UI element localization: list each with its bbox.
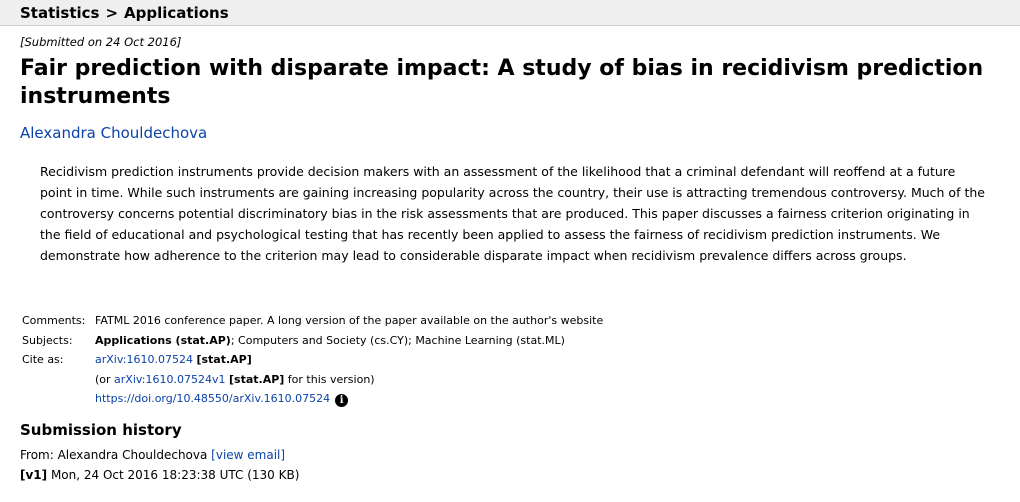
- paper-title: Fair prediction with disparate impact: A study of bias in recidivism prediction instruments: [20, 56, 984, 109]
- metadata-table: [22, 311, 603, 409]
- arxiv-id-link[interactable]: arXiv:1610.07524: [95, 353, 193, 366]
- breadcrumb-section[interactable]: Statistics: [20, 4, 100, 22]
- submission-history-heading: Submission history: [20, 421, 182, 439]
- doi-link[interactable]: https://doi.org/10.48550/arXiv.1610.07524: [95, 392, 331, 405]
- doi-value: [95, 389, 603, 409]
- author-link[interactable]: Alexandra Chouldechova: [20, 124, 208, 142]
- other-subjects: ; Computers and Society (cs.CY); Machine Learning (stat.ML): [230, 333, 565, 347]
- view-email-link[interactable]: [view email]: [211, 448, 286, 462]
- primary-subject: Applications (stat.AP): [95, 333, 231, 347]
- comments-value: FATML 2016 conference paper. A long version of the paper available on the author's website: [95, 314, 604, 327]
- breadcrumb-subsection[interactable]: Applications: [124, 4, 229, 22]
- submission-history: [20, 445, 299, 485]
- subjects-label: Subjects:: [22, 333, 73, 347]
- cite-version-value: (or arXiv:1610.07524v1 [stat.AP] for this version): [95, 372, 375, 386]
- comments-row: [22, 311, 603, 331]
- cite-version-class: [stat.AP]: [229, 372, 285, 386]
- cite-label: Cite as:: [22, 353, 64, 366]
- submission-date: [Submitted on 24 Oct 2016]: [20, 35, 182, 49]
- abstract-text: Recidivism prediction instruments provide decision makers with an assessment of the likelihood that a criminal defendant will reoffend at a future point in time. While such instruments are gaining increasing popularity across the country, their use is attracting tremendous controversy. Much of the controversy concerns potential discriminatory bias in the risk assessments that are produced. This paper discusses a fairness criterion originating in the field of educational and psychological testing that has recently been applied to assess the fairness of recidivism prediction instruments. We demonstrate how adherence to the criterion may lead to considerable disparate impact when recidivism prevalence differs across groups.: [40, 164, 985, 263]
- breadcrumb-separator: >: [105, 4, 119, 22]
- subjects-value: [95, 331, 603, 351]
- arxiv-version-link[interactable]: arXiv:1610.07524v1: [114, 372, 226, 386]
- cite-class: [stat.AP]: [196, 353, 252, 366]
- subjects-row: [22, 331, 603, 351]
- history-version-line: [v1] Mon, 24 Oct 2016 18:23:38 UTC (130 KB): [20, 468, 300, 482]
- cite-version-row: [22, 370, 603, 390]
- version-link[interactable]: [v1]: [20, 468, 48, 482]
- cite-value: [95, 350, 603, 370]
- history-from-line: From: Alexandra Chouldechova [view email]: [20, 448, 286, 462]
- info-icon[interactable]: i: [335, 394, 348, 407]
- doi-row: [22, 389, 603, 409]
- cite-row: [22, 350, 603, 370]
- breadcrumb: [0, 0, 1020, 26]
- comments-label: Comments:: [22, 314, 86, 327]
